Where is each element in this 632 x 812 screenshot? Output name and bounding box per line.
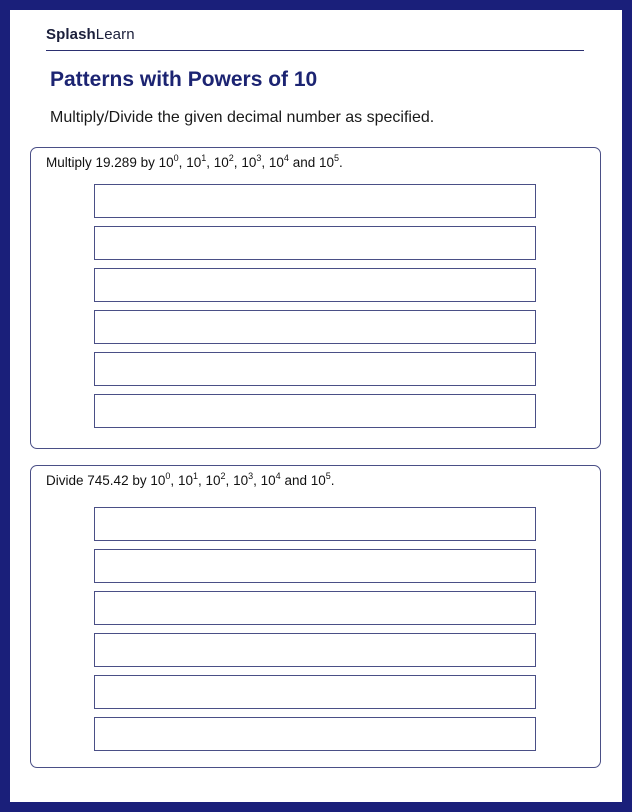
- header-divider: [46, 50, 584, 51]
- instruction-text: Multiply/Divide the given decimal number as specified.: [50, 109, 435, 126]
- worksheet-page: [10, 10, 622, 802]
- power-exponent: 0: [173, 153, 179, 163]
- question-2-section: [30, 465, 601, 768]
- question-1-number: 19.289: [95, 155, 137, 170]
- power-exponent: 4: [283, 153, 289, 163]
- power-base: 10: [260, 473, 276, 488]
- question-1-section: [30, 147, 601, 449]
- power-base: 10: [268, 155, 284, 170]
- question-2-prompt: Divide 745.42 by $10^0$, $10^1$, $10^2$, $10^3$, $10^4$ and $10^5$.: [46, 471, 335, 488]
- question-2-number: 745.42: [87, 473, 129, 488]
- power-base: 10: [158, 155, 174, 170]
- power-base: 10: [205, 473, 221, 488]
- answer-box[interactable]: [94, 675, 536, 709]
- power-exponent: 4: [275, 471, 281, 481]
- answer-box[interactable]: [94, 549, 536, 583]
- answer-box[interactable]: [94, 352, 536, 386]
- answer-box[interactable]: [94, 633, 536, 667]
- power-base: 10: [241, 155, 257, 170]
- power-base: 10: [233, 473, 249, 488]
- brand-name-regular: Learn: [95, 26, 135, 43]
- answer-box[interactable]: [94, 226, 536, 260]
- power-base: 10: [318, 155, 335, 170]
- power-exponent: 5: [325, 471, 331, 481]
- answer-box[interactable]: [94, 268, 536, 302]
- page-title: Patterns with Powers of 10: [50, 68, 318, 91]
- power-base: 10: [150, 473, 166, 488]
- question-2-verb: Divide: [46, 473, 84, 488]
- answer-box[interactable]: [94, 717, 536, 751]
- answer-box[interactable]: [94, 507, 536, 541]
- power-base: 10: [310, 473, 326, 488]
- power-exponent: 5: [334, 153, 340, 163]
- and-word: and: [284, 473, 307, 488]
- answer-box[interactable]: [94, 591, 536, 625]
- question-1-prompt: Multiply 19.289 by $10^0$, $10^1$, $10^2$, $10^3$, $10^4$ and $10^5$.: [46, 153, 343, 170]
- and-word: and: [292, 155, 316, 170]
- power-exponent: 1: [201, 153, 207, 163]
- power-exponent: 2: [228, 153, 234, 163]
- answer-box[interactable]: [94, 394, 536, 428]
- answer-box[interactable]: [94, 184, 536, 218]
- question-1-verb: Multiply: [46, 155, 92, 170]
- power-exponent: 1: [192, 471, 198, 481]
- power-exponent: 0: [165, 471, 171, 481]
- power-exponent: 3: [248, 471, 254, 481]
- power-base: 10: [213, 155, 229, 170]
- answer-box[interactable]: [94, 310, 536, 344]
- power-exponent: 2: [220, 471, 226, 481]
- question-2-connector: by: [132, 473, 147, 488]
- power-base: 10: [186, 155, 202, 170]
- brand-name-bold: Splash: [46, 26, 96, 43]
- question-1-connector: by: [140, 155, 155, 170]
- power-base: 10: [177, 473, 193, 488]
- brand-logo: [46, 26, 135, 43]
- power-exponent: 3: [256, 153, 262, 163]
